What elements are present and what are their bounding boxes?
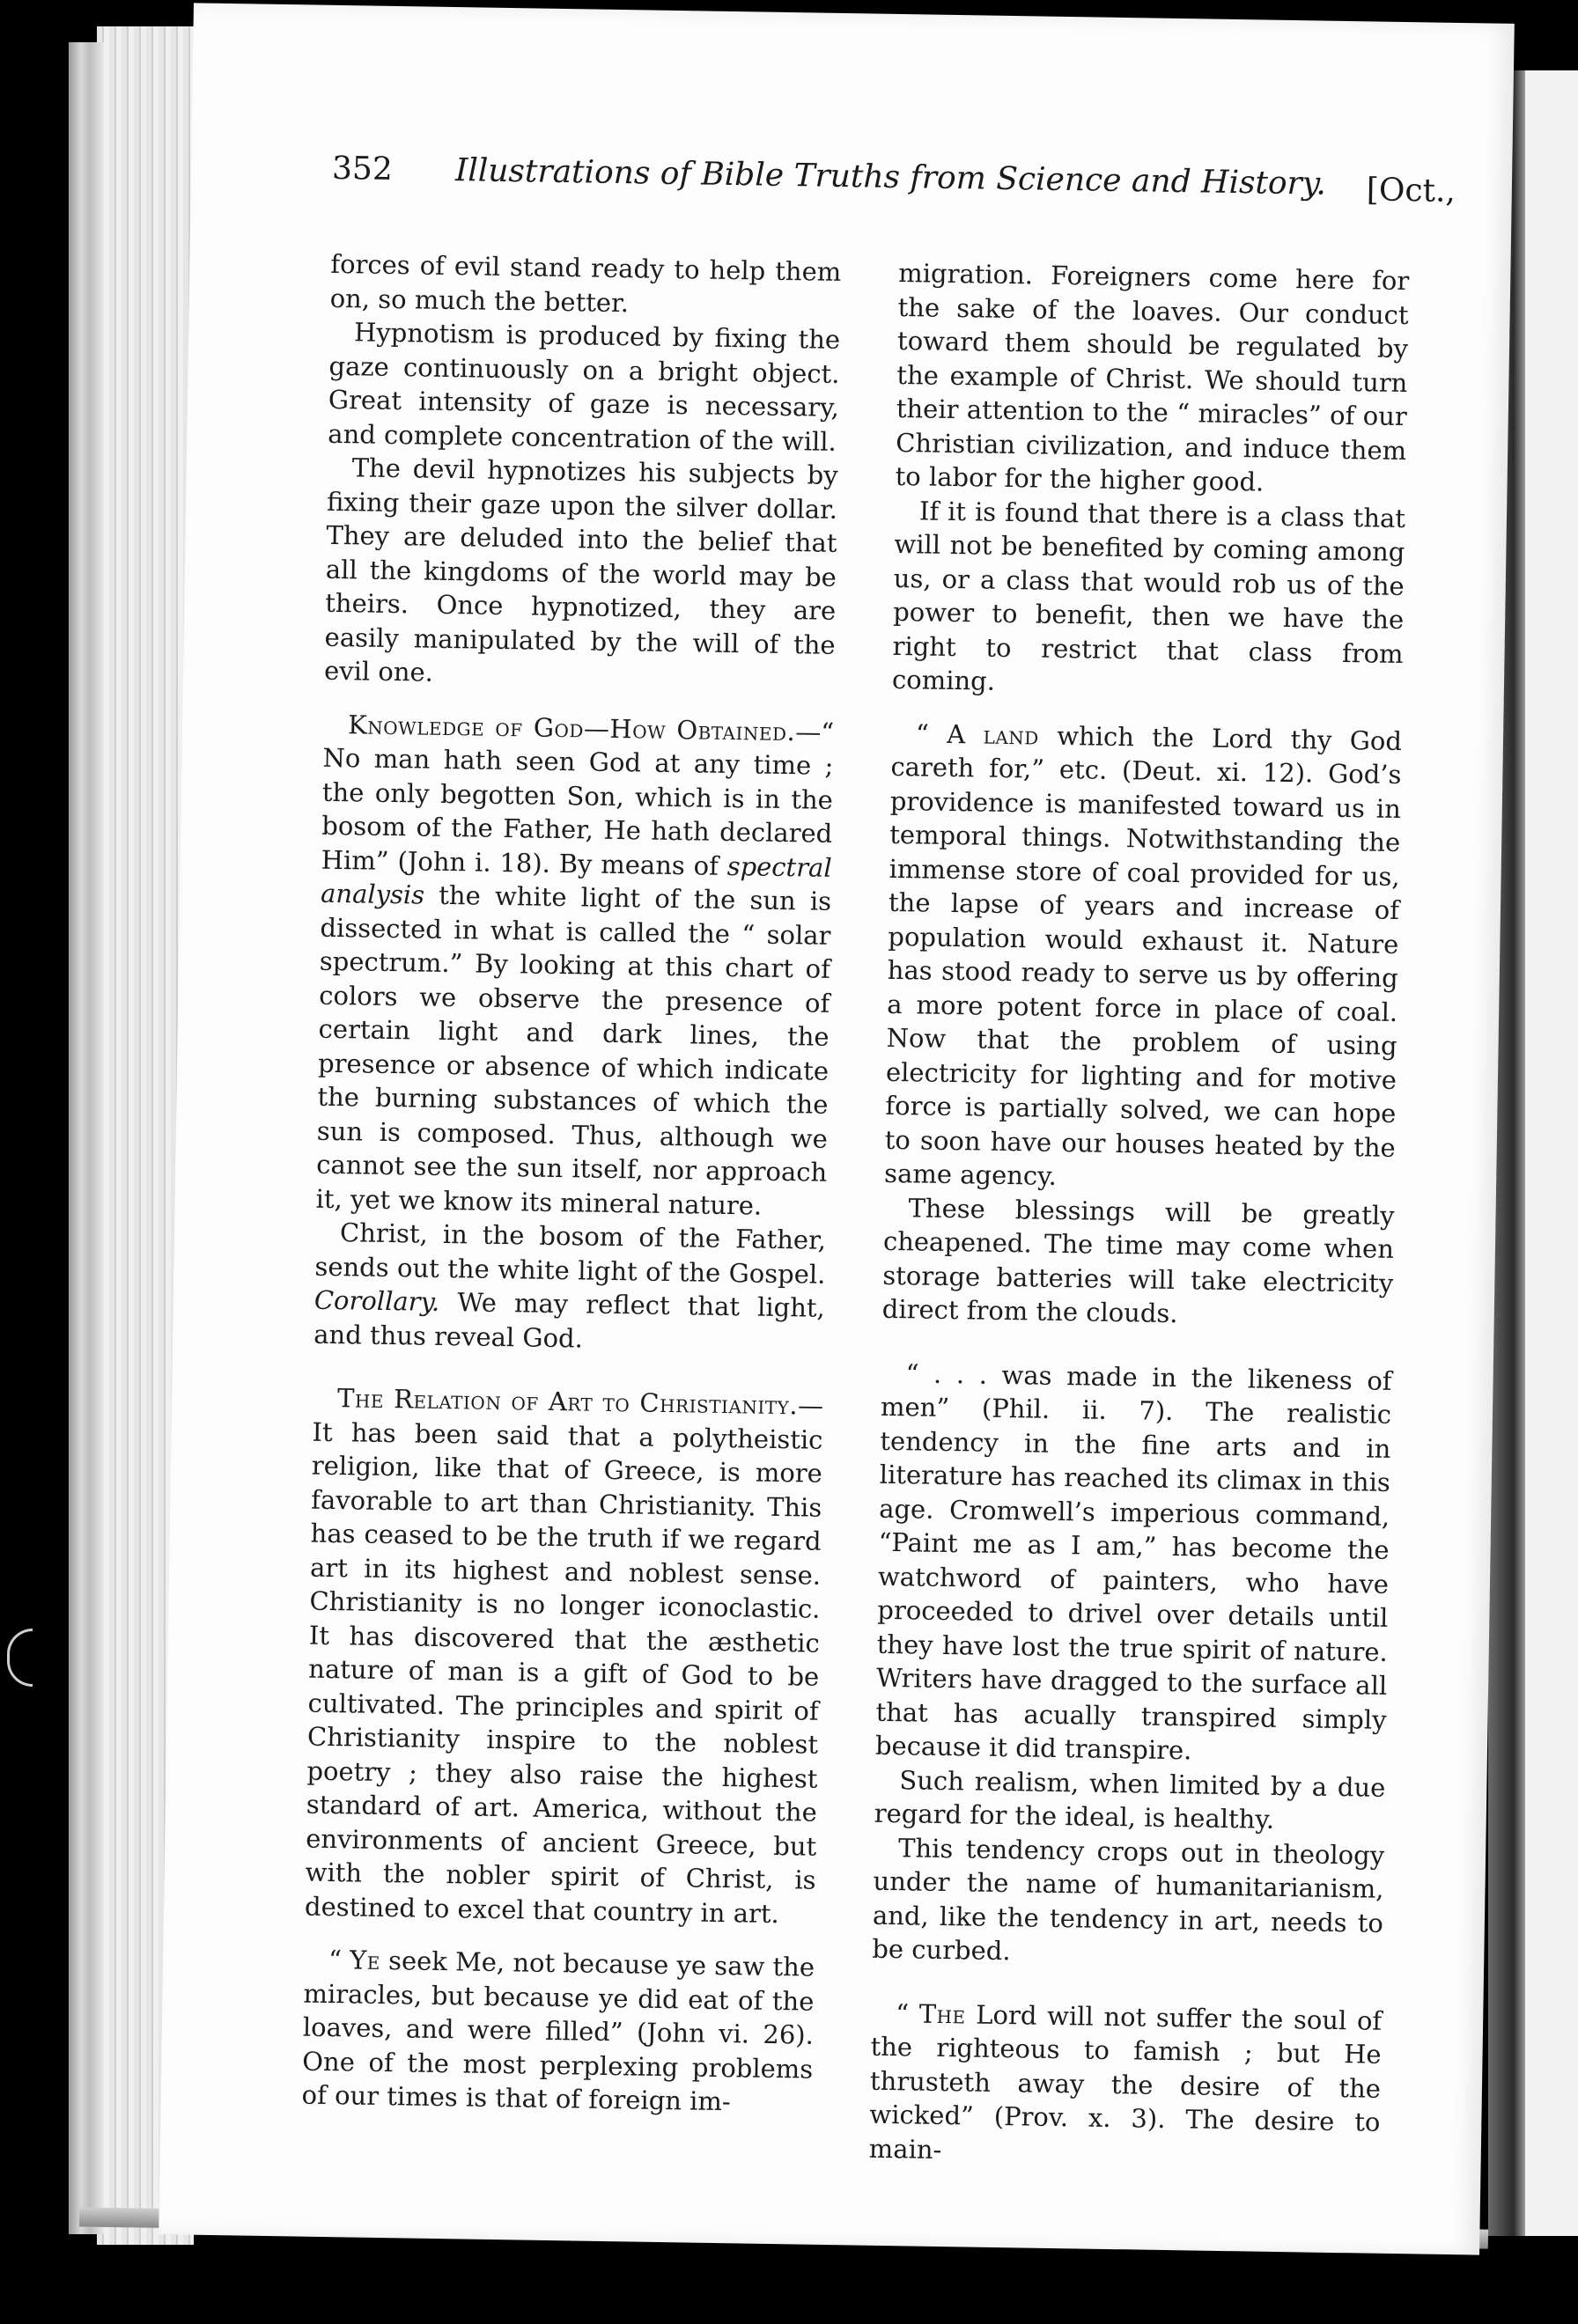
paragraph <box>313 1216 826 1359</box>
book-page <box>159 3 1515 2254</box>
section-ye-seek-me <box>301 1943 815 2121</box>
paragraph: The devil hypnotizes his subjects by fixing their gaze upon the silver dollar. They are deluded into the belief that all the kingdoms of the world may be theirs. Once hypnotized, they are easily manipulated by the will of the evil one. <box>323 452 838 688</box>
header-month: [Oct., <box>1366 172 1456 210</box>
right-column <box>869 256 1410 2173</box>
left-column <box>301 247 841 2120</box>
paragraph-text: —“ No man hath seen God at any time ; the only begotten Son, which is in the bosom of the Father, He hath declared Him” (John i. 18). By means of <box>321 716 835 881</box>
paragraph-text: —It has been said that a polytheistic religion, like that of Greece, is more favorable to art than Christianity. This has ceased to be the truth if we regard art in its highest and noblest sense. Christianity is no longer iconoclastic. It has discovered that the æsthetic nature of man is a gift of God to be cultivated. The principles and spirit of Christianity inspire to the noblest poetry ; they also raise the highest standard of art. America, without the environments of ancient Greece, but with the nobler spirit of Christ, is destined to excel that country in art. <box>304 1390 824 1929</box>
paragraph: These blessings will be greatly cheapened. The time may come when storage batteries will take electricity direct from the clouds. <box>881 1192 1395 1329</box>
paragraph-text: the white light of the sun is dissected in what is called the “ solar spectrum.” By looking at this chart of colors we observe the presence of certain light and dark lines, the presence or absence of which indicate the burning substances of which the sun is composed. Thus, although we cannot see the sun itself, nor approach it, yet we know its mineral nature. <box>315 879 832 1221</box>
quote-open: “ A <box>915 717 984 750</box>
section-art-christianity <box>305 1381 824 1931</box>
section-a-land <box>884 716 1402 1198</box>
section-likeness-of-men: “ . . . was made in the likeness of men” (Phil. ii. 7). The realistic tendency in the fine arts and in literature has reached its climax in this age. Cromwell’s imperious command, “Paint me as I am,” has become the watchword of painters, who have proceeded to drivel over details until they have lost the true spirit of nature. Writers have dragged to the surface all that has acually transpired simply because it did transpire. <box>874 1357 1392 1766</box>
paragraph: Hypnotism is produced by fixing the gaze continuously on a bright object. Great intensity of gaze is necessary, and complete concentration of the will. <box>328 317 841 457</box>
facing-page-sliver <box>1525 70 1578 2236</box>
paragraph: This tendency crops out in theology under the name of humanitarianism, and, like the tendency in art, needs to be curbed. <box>872 1832 1385 1967</box>
clip-mark <box>7 1629 33 1687</box>
book-spine-edge <box>69 42 104 2234</box>
emphasis-text: spectral analysis <box>320 850 832 910</box>
quote-open: “ <box>895 1997 920 2029</box>
paragraph: Such realism, when limited by a due regard for the ideal, is healthy. <box>874 1764 1386 1835</box>
section-heading: Knowledge of God—How Obtained. <box>347 709 796 746</box>
paragraph-text: which the Lord thy God careth for,” etc. (Deut. xi. 12). God’s providence is manifested toward us in temporal things. Notwithstanding the immense store of coal provided for us, the lapse of years and increase of population would exhaust it. Nature has stood ready to serve us by offering a more potent force in place of coal. Now that the problem of using electricity for lighting and for motive force is partially solved, we can hope to soon have our houses heated by the same agency. <box>883 720 1403 1191</box>
section-heading: The Relation of Art to Christianity. <box>336 1383 799 1421</box>
section-the-lord <box>869 1996 1383 2173</box>
paragraph: forces of evil stand ready to help them on, so much the better. <box>329 248 842 318</box>
lead-word: Ye <box>349 1945 381 1975</box>
section-knowledge-of-god <box>315 707 834 1224</box>
paragraph: If it is found that there is a class that will not be benefited by coming among us, or a class that would rob us of the power to benefit, then we have the right to restrict that class from coming. <box>891 495 1406 696</box>
lead-word: The <box>918 1998 966 2029</box>
page-header <box>331 151 1521 222</box>
paragraph-text: Lord will not suffer the soul of the righteous to famish ; but He thrusteth away the desire of the wicked” (Prov. x. 3). The desire to main- <box>868 1998 1383 2165</box>
quote-open: “ <box>328 1945 350 1975</box>
paragraph: migration. Foreigners come here for the sake of the loaves. Our conduct toward them should be regulated by the example of Christ. We should turn their attention to the “ miracles” of our Christian civilization, and induce them to labor for the higher good. <box>895 257 1410 497</box>
paragraph-text: Christ, in the bosom of the Father, sends out the white light of the Gospel. <box>314 1217 827 1290</box>
page-number: 352 <box>331 150 394 188</box>
lead-word: land <box>983 719 1040 751</box>
paragraph-text: seek Me, not because ye saw the miracles, but because ye did eat of the loaves, and were filled” (John vi. 26). One of the most perplexing problems of our times is that of foreign im- <box>301 1945 815 2117</box>
running-title: Illustrations of Bible Truths from Science and History. <box>454 152 1327 202</box>
emphasis-text: Corollary. <box>313 1284 440 1317</box>
paragraph-text: We may reflect that light, and thus reveal God. <box>313 1286 826 1354</box>
